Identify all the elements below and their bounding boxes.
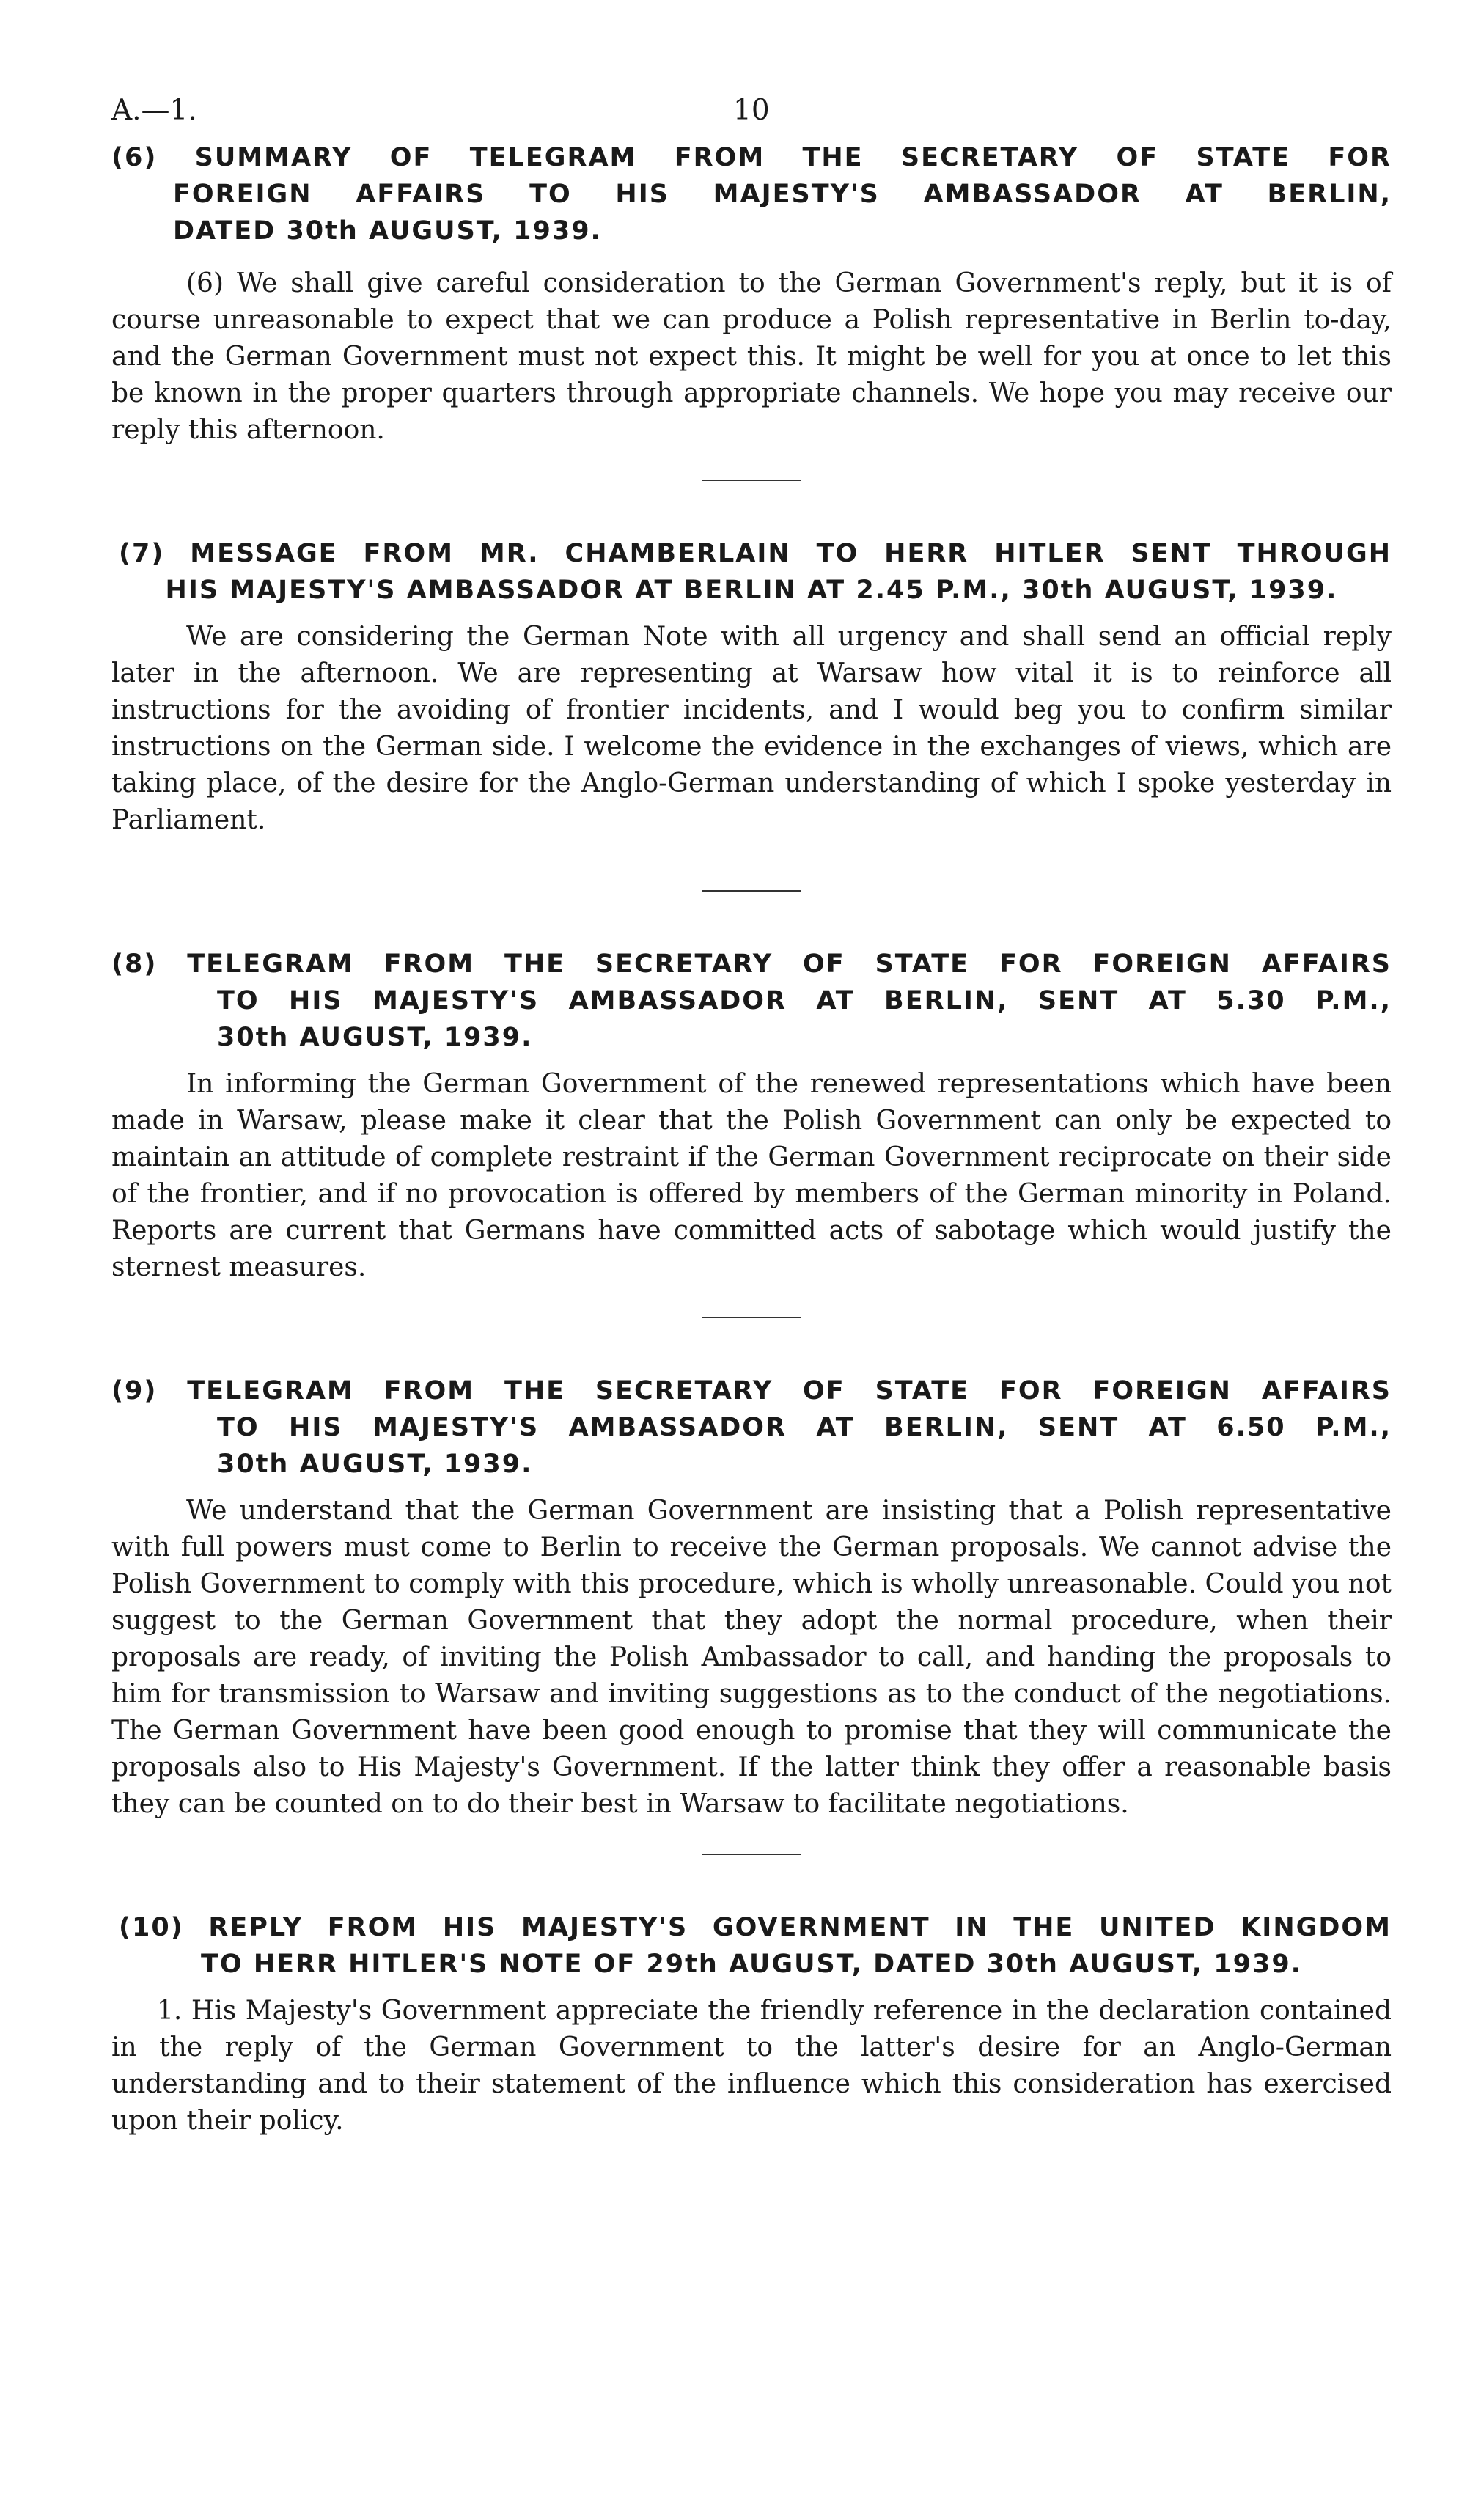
section-body: We are considering the German Note with all urgency and shall send an official reply later in the afternoon. We are representing at Warsaw how vital it is to reinforce all instructions for the avoiding of frontier incidents, and I would beg you to confirm similar instructions on the German side. I welcome the evidence in the exchanges of views, which are taking place, of the desire for the Anglo-German understanding of which I spoke yesterday in Parliament. [111,622,1392,835]
heading-line: (7) MESSAGE FROM MR. CHAMBERLAIN TO HERR HITLER SENT THROUGH [119,539,1392,568]
section-heading [111,946,1392,1056]
heading-line: TO HIS MAJESTY'S AMBASSADOR AT BERLIN, SENT AT 6.50 P.M., [217,1413,1392,1442]
section-body: (6) We shall give careful consideration to the German Government's reply, but it is of course unreasonable to expect that we can produce a Polish representative in Berlin to-day, and the German Government must not expect this. It might be well for you at once to let this be known in the proper quarters through appropriate channels. We hope you may receive our reply this afternoon. [111,268,1392,445]
section-10 [111,1909,1392,2139]
section-heading [111,1373,1392,1483]
section-body: 1. His Majesty's Government appreciate the friendly reference in the declaration contained in the reply of the German Government to the latter's desire for an Anglo-German understanding and to their statement of the influence which this consideration has exercised upon their policy. [111,1996,1392,2136]
heading-line: (8) TELEGRAM FROM THE SECRETARY OF STATE FOR FOREIGN AFFAIRS [111,949,1392,979]
page-header [111,94,1392,138]
section-heading [111,1909,1392,1983]
divider [702,1317,801,1318]
divider [702,1854,801,1855]
section-8 [111,946,1392,1286]
heading-line: TO HERR HITLER'S NOTE OF 29th AUGUST, DATED 30th AUGUST, 1939. [201,1950,1302,1979]
heading-line: HIS MAJESTY'S AMBASSADOR AT BERLIN AT 2.45 P.M., 30th AUGUST, 1939. [165,576,1338,605]
page-number: 10 [733,94,770,127]
section-6 [111,139,1392,449]
divider [702,890,801,892]
section-body: In informing the German Government of the renewed representations which have been made in Warsaw, please make it clear that the Polish Government can only be expected to maintain an attitude of complete restraint if the German Government reciprocate on their side of the frontier, and if no provocation is offered by members of the German minority in Poland. Reports are current that Germans have committed acts of sabotage which would justify the sternest measures. [111,1069,1392,1282]
section-heading [111,535,1392,609]
section-9 [111,1373,1392,1823]
section-heading [111,139,1392,249]
document-reference: A.—1. [111,94,197,127]
divider [702,480,801,481]
section-7 [111,535,1392,839]
document-page [111,94,1392,2139]
heading-line: TO HIS MAJESTY'S AMBASSADOR AT BERLIN, SENT AT 5.30 P.M., [217,986,1392,1015]
heading-line: (6) SUMMARY OF TELEGRAM FROM THE SECRETARY OF STATE FOR [111,143,1392,172]
section-body: We understand that the German Government are insisting that a Polish representative with full powers must come to Berlin to receive the German proposals. We cannot advise the Polish Government to comply with this procedure, which is wholly unreasonable. Could you not suggest to the German Government that they adopt the normal procedure, when their proposals are ready, of inviting the Polish Ambassador to call, and handing the proposals to him for transmission to Warsaw and inviting suggestions as to the conduct of the negotiations. The German Government have been good enough to promise that they will communicate the proposals also to His Majesty's Government. If the latter think they offer a reasonable basis they can be counted on to do their best in Warsaw to facilitate negotiations. [111,1496,1392,1819]
heading-line: 30th AUGUST, 1939. [217,1450,533,1479]
heading-line: (9) TELEGRAM FROM THE SECRETARY OF STATE FOR FOREIGN AFFAIRS [111,1376,1392,1406]
heading-line: DATED 30th AUGUST, 1939. [173,216,602,246]
heading-line: FOREIGN AFFAIRS TO HIS MAJESTY'S AMBASSADOR AT BERLIN, [173,180,1392,209]
heading-line: 30th AUGUST, 1939. [217,1023,533,1052]
heading-line: (10) REPLY FROM HIS MAJESTY'S GOVERNMENT IN THE UNITED KINGDOM [119,1913,1392,1942]
